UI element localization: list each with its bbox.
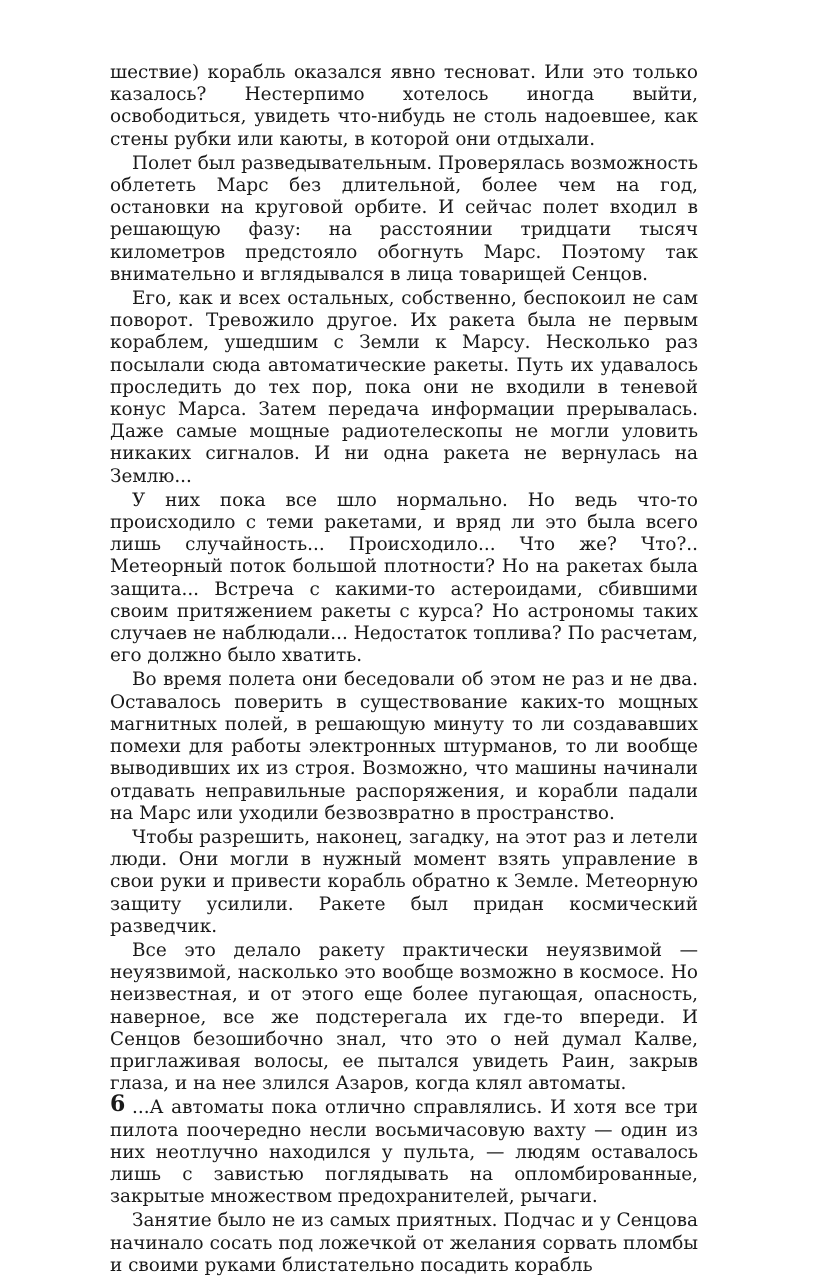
- paragraph-7: Все это делало ракету практически неуязвимой — неуязвимой, насколько это вообще возможно в космосе. Но неизвестная, и от этого еще более пугающая, опасность, наверное, все же подстерегала их где-то впереди. И Сенцов безошибочно знал, что это о ней думал Калве, приглаживая волосы, ее пытался увидеть Раин, закрыв глаза, и на нее злился Азаров, когда клял автоматы.: [110, 939, 698, 1095]
- paragraph-5: Во время полета они беседовали об этом не раз и не два. Оставалось поверить в существование каких-то мощных магнитных полей, в решающую минуту то ли создававших помехи для работы электронных штурманов, то ли вообще выводивших их из строя. Возможно, что машины начинали отдавать неправильные распоряжения, и корабли падали на Марс или уходили безвозвратно в пространство.: [110, 669, 698, 824]
- paragraph-6: Чтобы разрешить, наконец, загадку, на этот раз и летели люди. Они могли в нужный момент взять управление в свои руки и привести корабль обратно к Земле. Метеорную защиту усилили. Ракете был придан космический разведчик.: [110, 826, 698, 937]
- paragraph-1: шествие) корабль оказался явно тесноват. Или это только казалось? Нестерпимо хотелось иногда выйти, освободиться, увидеть что-нибудь не столь надоевшее, как стены рубки или каюты, в которой они отдыхали.: [110, 62, 698, 150]
- paragraph-4: У них пока все шло нормально. Но ведь что-то происходило с теми ракетами, и вряд ли это была всего лишь случайность... Происходило... Что же? Что?.. Метеорный поток большой плотности? Но на ракетах была защита... Встреча с какими-то астероидами, сбившими своим притяжением ракеты с курса? Но астрономы таких случаев не наблюдали... Недостаток топлива? По расчетам, его должно было хватить.: [110, 489, 698, 667]
- paragraph-8: ...А автоматы пока отлично справлялись. И хотя все три пилота поочередно несли восьмичасовую вахту — один из них неотлучно находился у пульта, — людям оставалось лишь с завистью поглядывать на опломбированные, закрытые множеством предохранителей, рычаги.: [110, 1097, 698, 1208]
- paragraph-2: Полет был разведывательным. Проверялась возможность облететь Марс без длительной, более чем на год, остановки на круговой орбите. И сейчас полет входил в решающую фазу: на расстоянии тридцати тысяч километров предстояло обогнуть Марс. Поэтому так внимательно и вглядывался в лица товарищей Сенцов.: [110, 152, 698, 285]
- page-number: 6: [110, 1091, 126, 1117]
- paragraph-3: Его, как и всех остальных, собственно, беспокоил не сам поворот. Тревожило другое. Их ракета была не первым кораблем, ушедшим с Земли к Марсу. Несколько раз посылали сюда автоматические ракеты. Путь их удавалось проследить до тех пор, пока они не входили в теневой конус Марса. Затем передача информации прерывалась. Даже самые мощные радиотелескопы не могли уловить никаких сигналов. И ни одна ракета не вернулась на Землю...: [110, 288, 698, 487]
- page-text-block: [110, 62, 698, 1279]
- paragraph-9: Занятие было не из самых приятных. Подчас и у Сенцова начинало сосать под ложечкой от желания сорвать пломбы и своими руками блистательно посадить корабль: [110, 1210, 698, 1276]
